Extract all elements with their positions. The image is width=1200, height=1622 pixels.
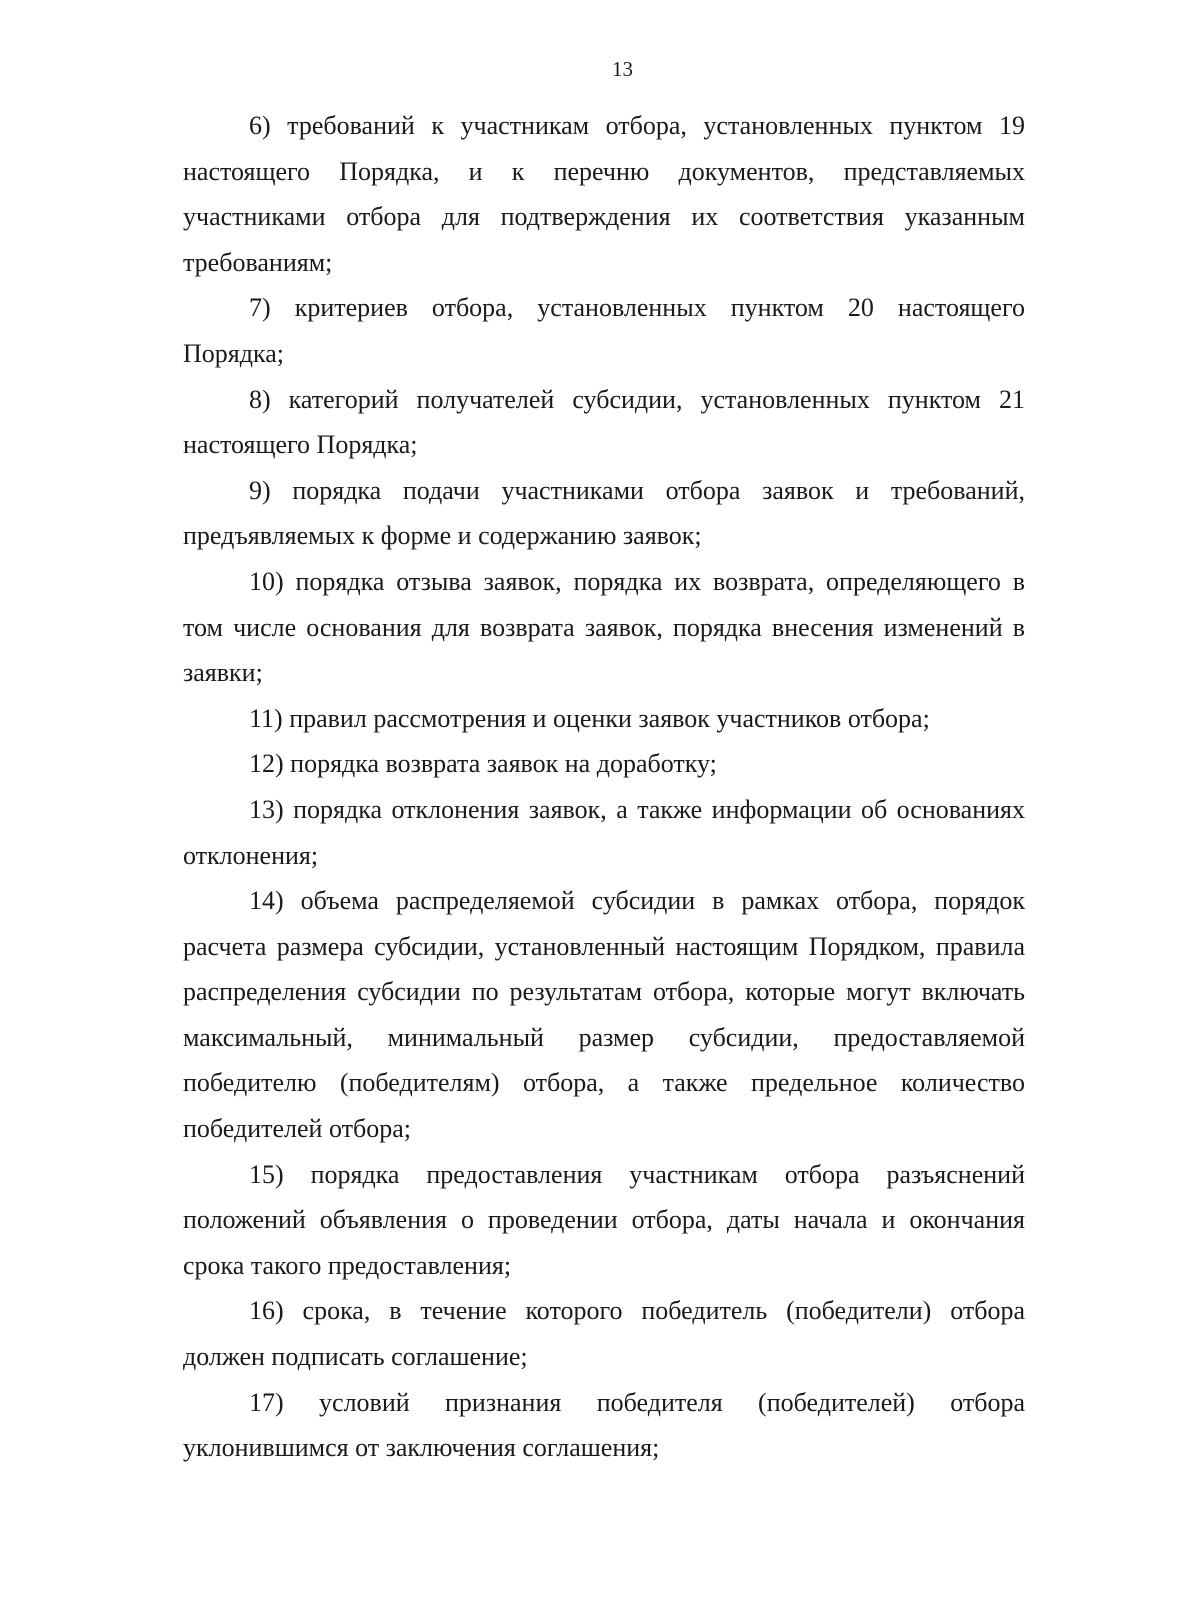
page-number: 13 [612,57,633,81]
text-line: уклонившимся от заключения соглашения; [183,1433,660,1463]
list-item [183,1380,1025,1471]
list-item [183,1152,1025,1289]
text-line: срока такого предоставления; [183,1250,512,1280]
list-item [183,285,1025,376]
text-line: настоящего Порядка; [183,430,418,460]
text-line: Порядка; [183,338,284,368]
text-line: максимальный, минимальный размер субсидии, предоставляемой [183,1022,1025,1052]
text-line: 15) порядка предоставления участникам отбора разъяснений [249,1159,1025,1189]
text-line: 16) срока, в течение которого победитель (победители) отбора [249,1296,1025,1326]
text-line: предъявляемых к форме и содержанию заявок; [183,521,702,551]
list-item [183,559,1025,696]
text-line: требованиям; [183,247,333,277]
list-item [183,468,1025,559]
text-line: 10) порядка отзыва заявок, порядка их возврата, определяющего в [249,566,1025,596]
text-line: 12) порядка возврата заявок на доработку; [249,749,717,779]
text-line: 13) порядка отклонения заявок, а также информации об основаниях [249,794,1025,824]
text-line: 11) правил рассмотрения и оценки заявок участников отбора; [249,703,930,733]
text-line: настоящего Порядка, и к перечню документов, представляемых [183,156,1025,186]
text-line: 8) категорий получателей субсидии, установленных пунктом 21 [249,384,1025,414]
list-item [183,377,1025,468]
text-line: 14) объема распределяемой субсидии в рамках отбора, порядок [249,886,1025,916]
text-line: положений объявления о проведении отбора, даты начала и окончания [183,1205,1025,1235]
text-line: 17) условий признания победителя (победителей) отбора [249,1387,1025,1417]
text-line: победителей отбора; [183,1114,411,1144]
text-line: должен подписать соглашение; [183,1342,528,1372]
text-line: отклонения; [183,840,319,870]
list-item [183,103,1025,285]
list-item [183,696,1025,742]
text-line: победителю (победителям) отбора, а также предельное количество [183,1068,1025,1098]
text-line: 7) критериев отбора, установленных пунктом 20 настоящего [249,293,1025,323]
text-line: 6) требований к участникам отбора, установленных пунктом 19 [249,111,1025,140]
list-item [183,878,1025,1152]
text-line: распределения субсидии по результатам отбора, которые могут включать [183,977,1025,1007]
list-item [183,1288,1025,1379]
text-line: 9) порядка подачи участниками отбора заявок и требований, [249,475,1025,505]
text-line: расчета размера субсидии, установленный настоящим Порядком, правила [183,931,1025,961]
document-body [183,103,1025,1471]
text-line: заявки; [183,658,263,688]
list-item [183,787,1025,878]
text-line: том числе основания для возврата заявок, порядка внесения изменений в [183,612,1025,642]
list-item [183,741,1025,787]
text-line: участниками отбора для подтверждения их соответствия указанным [183,202,1025,232]
